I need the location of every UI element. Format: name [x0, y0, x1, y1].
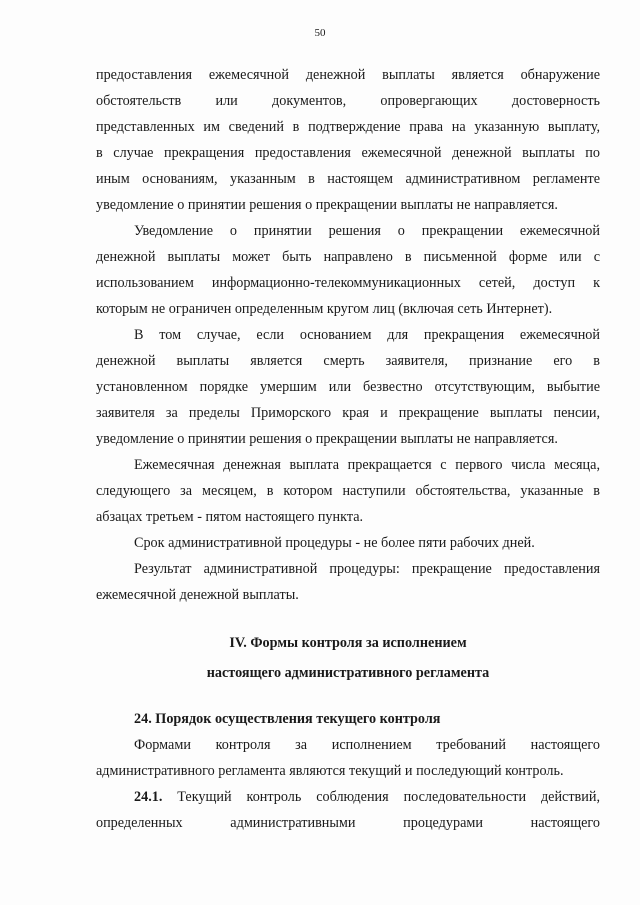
paragraph-continuation — [96, 62, 600, 218]
text-line: уведомление о принятии решения о прекращении выплаты не направляется. — [96, 431, 558, 447]
text-line: денежной выплаты может быть направлено в письменной форме или с — [96, 249, 600, 265]
text-line: уведомление о принятии решения о прекращении выплаты не направляется. — [96, 197, 558, 213]
text-line: Формами контроля за исполнением требований настоящего — [134, 737, 600, 753]
page-number: 50 — [314, 27, 326, 39]
paragraph-death-case — [96, 322, 600, 452]
text-line: Ежемесячная денежная выплата прекращается с первого числа месяца, — [134, 457, 600, 473]
text-line: Результат административной процедуры: прекращение предоставления — [134, 561, 600, 577]
text-line: обстоятельств или документов, опровергающих достоверность — [96, 93, 600, 109]
text-line: ежемесячной денежной выплаты. — [96, 587, 299, 603]
paragraph-procedure-term — [96, 530, 600, 556]
text-line: которым не ограничен определенным кругом лиц (включая сеть Интернет). — [96, 301, 553, 317]
text-line: иным основаниям, указанным в настоящем административном регламенте — [96, 171, 600, 187]
paragraph-current-control — [96, 784, 600, 836]
paragraph-notification — [96, 218, 600, 322]
paragraph-control-forms — [96, 732, 600, 784]
paragraph-procedure-result — [96, 556, 600, 608]
text-line: административного регламента являются текущий и последующий контроль. — [96, 763, 564, 779]
paragraph-termination-date — [96, 452, 600, 530]
text-line: установленном порядке умершим или безвестно отсутствующим, выбытие — [96, 379, 600, 395]
text-line: следующего за месяцем, в котором наступили обстоятельства, указанные в — [96, 483, 600, 499]
section-heading-line: настоящего административного регламента — [206, 665, 490, 681]
subsection-heading: 24. Порядок осуществления текущего контроля — [134, 711, 441, 727]
text-line: представленных им сведений в подтверждение права на указанную выплату, — [96, 119, 600, 135]
text-line: заявителя за пределы Приморского края и прекращение выплаты пенсии, — [96, 405, 600, 421]
text-line: Уведомление о принятии решения о прекращении ежемесячной — [134, 223, 600, 239]
text-line: предоставления ежемесячной денежной выплаты является обнаружение — [96, 67, 600, 83]
text-line: денежной выплаты является смерть заявителя, признание его в — [96, 353, 600, 369]
text-line: абзацах третьем - пятом настоящего пункта. — [96, 509, 364, 525]
section-heading-line: IV. Формы контроля за исполнением — [229, 635, 467, 651]
text-line: в случае прекращения предоставления ежемесячной денежной выплаты по — [96, 145, 600, 161]
text-line — [96, 784, 600, 810]
text-line: В том случае, если основанием для прекращения ежемесячной — [134, 327, 600, 343]
section-heading — [96, 630, 600, 686]
text-fragment: Текущий контроль соблюдения последовательности действий, — [162, 789, 600, 805]
clause-number: 24.1. — [134, 789, 163, 805]
text-line: Срок административной процедуры - не более пяти рабочих дней. — [134, 535, 535, 551]
text-line: определенных административными процедурами настоящего — [96, 815, 600, 831]
text-line: использованием информационно-телекоммуникационных сетей, доступ к — [96, 275, 600, 291]
